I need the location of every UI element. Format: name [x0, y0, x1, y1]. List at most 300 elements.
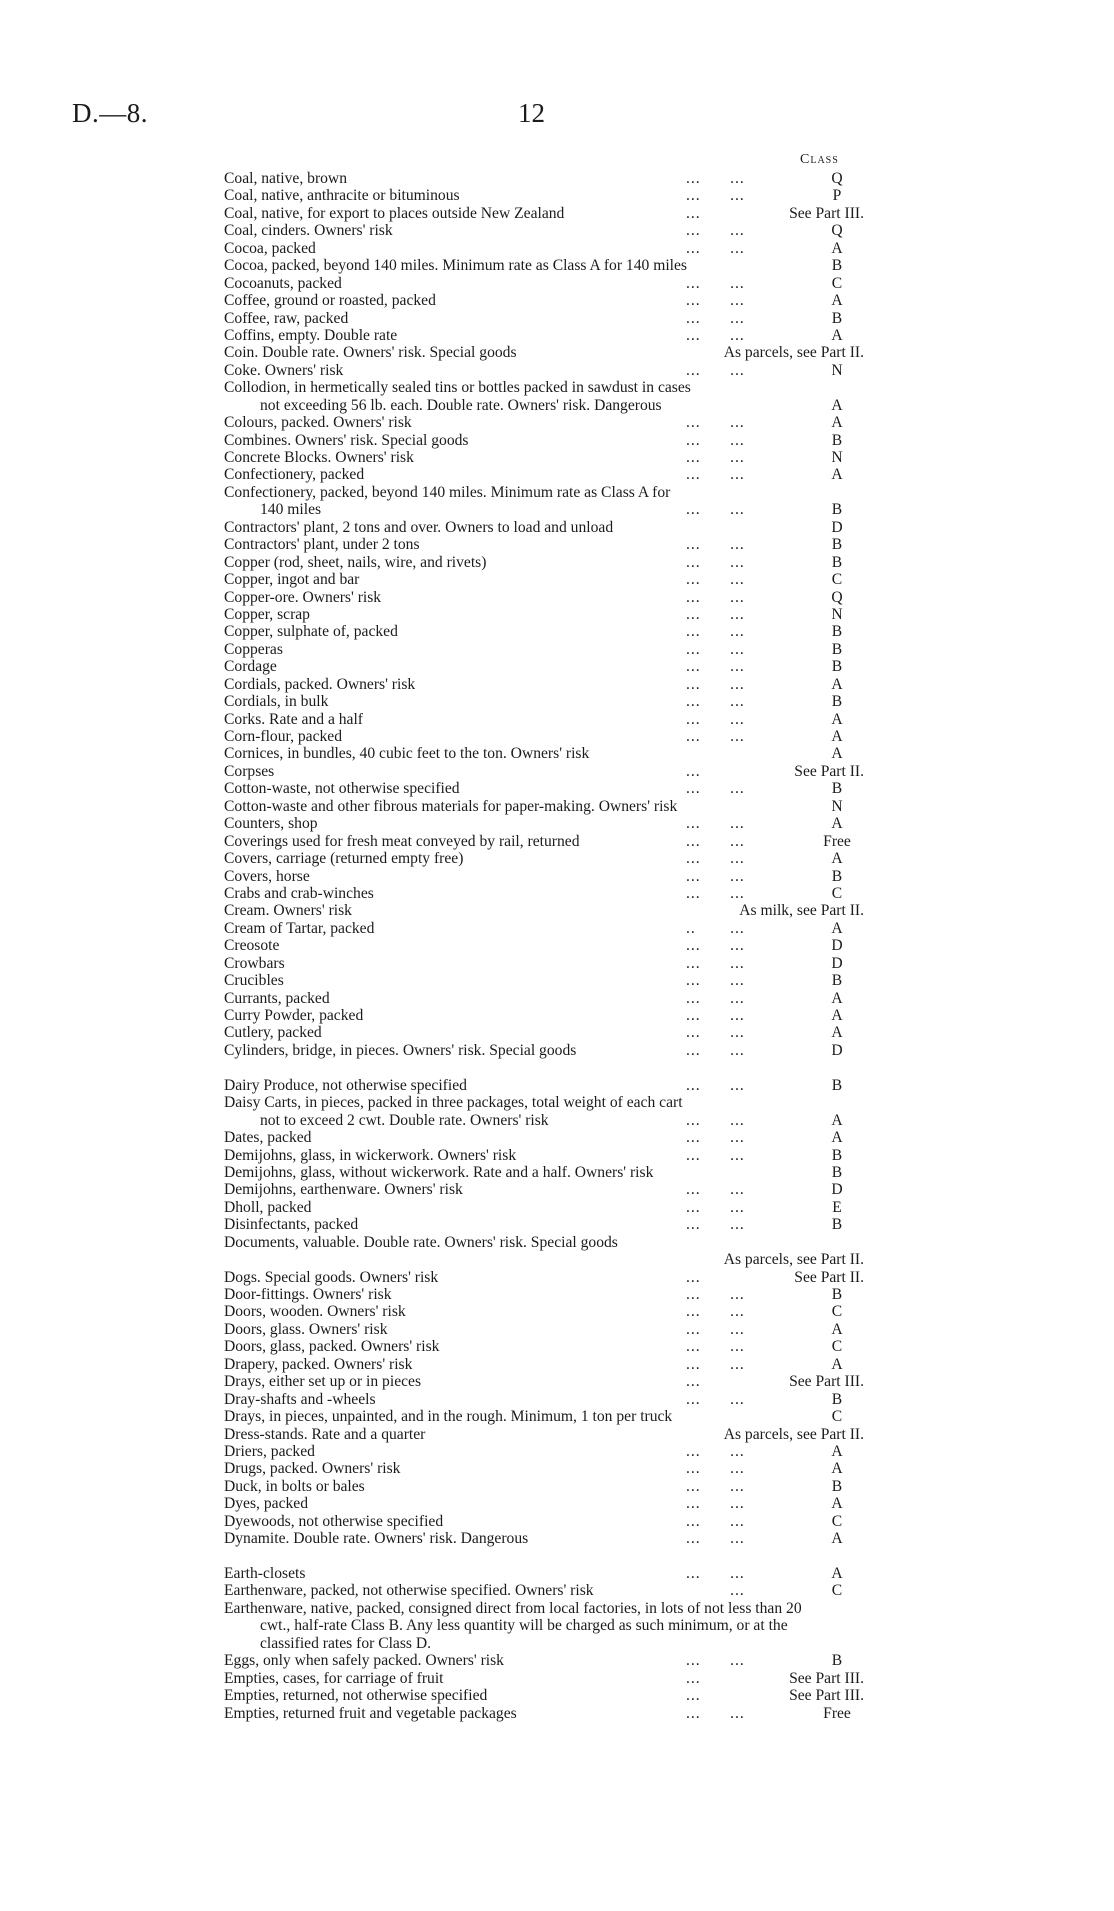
- class-column-heading: Class: [800, 152, 839, 167]
- item-description: Dogs. Special goods. Owners' risk: [224, 1268, 439, 1286]
- page-ref: D.—8.: [72, 98, 148, 128]
- list-item: [224, 868, 864, 885]
- item-description: Crabs and crab-winches: [224, 884, 374, 902]
- item-class: A: [831, 239, 843, 257]
- list-item: [224, 1129, 864, 1146]
- list-item: [224, 658, 864, 675]
- list-item: [224, 222, 864, 239]
- item-description: Cylinders, bridge, in pieces. Owners' risk. Special goods: [224, 1041, 577, 1059]
- list-item: [224, 1042, 864, 1059]
- item-description: Copper-ore. Owners' risk: [224, 588, 382, 606]
- list-item: [224, 1147, 864, 1164]
- list-item: [224, 1582, 864, 1599]
- item-description: Corpses: [224, 762, 275, 780]
- list-item: [224, 170, 864, 187]
- item-description: Copperas: [224, 640, 283, 658]
- item-class: A: [831, 292, 843, 310]
- list-item: [224, 1373, 864, 1390]
- leader-dots: ... ...: [686, 466, 745, 484]
- item-class: Free: [823, 832, 851, 850]
- item-description: Curry Powder, packed: [224, 1007, 364, 1024]
- leader-dots: ... ...: [686, 1320, 745, 1338]
- leader-dots: ... ...: [686, 1286, 745, 1303]
- item-description: Coverings used for fresh meat conveyed by rail, returned: [224, 832, 580, 850]
- item-description: Confectionery, packed: [224, 466, 365, 484]
- item-description: Demijohns, earthenware. Owners' risk: [224, 1181, 463, 1199]
- item-class: B: [831, 1146, 843, 1164]
- leader-dots: ... ...: [686, 1181, 745, 1199]
- item-class: B: [831, 257, 843, 275]
- leader-dots: ... ...: [686, 1442, 745, 1460]
- list-item: [224, 205, 864, 222]
- item-description: Duck, in bolts or bales: [224, 1477, 365, 1495]
- leader-dots: ... ...: [686, 449, 745, 466]
- leader-dots: ... ...: [686, 187, 745, 205]
- leader-dots: ... ...: [686, 972, 745, 990]
- item-description: Doors, wooden. Owners' risk: [224, 1303, 406, 1321]
- leader-dots: ... ...: [686, 1076, 745, 1094]
- list-item: [224, 728, 864, 745]
- list-item: [224, 1356, 864, 1373]
- list-item: [224, 990, 864, 1007]
- list-item: [224, 1216, 864, 1233]
- item-class: B: [831, 1286, 843, 1303]
- item-description: Dray-shafts and -wheels: [224, 1390, 376, 1408]
- item-class: C: [831, 274, 843, 292]
- leader-dots: ...: [686, 762, 701, 780]
- leader-dots: ...: [686, 1582, 745, 1600]
- leader-dots: ... ...: [686, 675, 745, 693]
- leader-dots: ...: [686, 1268, 701, 1286]
- item-description: Cutlery, packed: [224, 1024, 322, 1042]
- item-description: Copper, ingot and bar: [224, 571, 360, 589]
- item-class: B: [831, 431, 843, 449]
- item-class: B: [831, 1216, 843, 1234]
- item-description: Concrete Blocks. Owners' risk: [224, 449, 414, 466]
- item-class: C: [831, 1582, 843, 1600]
- item-description: Colours, packed. Owners' risk: [224, 414, 412, 432]
- leader-dots: ... ...: [686, 1303, 745, 1321]
- item-class: A: [831, 1355, 843, 1373]
- list-item: [224, 484, 864, 501]
- list-item: [224, 1391, 864, 1408]
- item-class: A: [831, 710, 843, 728]
- item-description: Cream of Tartar, packed: [224, 919, 375, 937]
- item-description: Empties, returned fruit and vegetable packages: [224, 1704, 517, 1722]
- item-class: Free: [823, 1704, 851, 1722]
- list-item: [224, 1024, 864, 1041]
- leader-dots: ... ...: [686, 710, 745, 728]
- item-description: Coal, cinders. Owners' risk: [224, 222, 393, 240]
- item-description: Demijohns, glass, without wickerwork. Rate and a half. Owners' risk: [224, 1163, 654, 1181]
- item-description: Contractors' plant, 2 tons and over. Owners to load and unload: [224, 518, 614, 536]
- list-item: [224, 1460, 864, 1477]
- item-class: D: [831, 1041, 843, 1059]
- list-item: [224, 763, 864, 780]
- list-item: [224, 745, 864, 762]
- item-class: See Part III.: [789, 1669, 864, 1687]
- item-class: B: [831, 1477, 843, 1495]
- list-item: [224, 449, 864, 466]
- list-item: [224, 466, 864, 483]
- item-class: A: [831, 1129, 843, 1147]
- list-item: [224, 1705, 864, 1722]
- list-item: [224, 1426, 864, 1443]
- leader-dots: ... ...: [686, 658, 745, 676]
- list-item: [224, 1303, 864, 1320]
- leader-dots: ... ...: [686, 867, 745, 885]
- list-item: [224, 937, 864, 954]
- item-class: A: [831, 1460, 843, 1478]
- item-class: B: [831, 1390, 843, 1408]
- list-item: [224, 1513, 864, 1530]
- leader-dots: ... ...: [686, 1007, 745, 1024]
- list-item: [224, 1530, 864, 1547]
- list-item: [224, 1652, 864, 1669]
- list-item: [224, 327, 864, 344]
- item-description: Collodion, in hermetically sealed tins or bottles packed in sawdust in cases: [224, 379, 691, 397]
- list-item: [224, 850, 864, 867]
- item-class: A: [831, 414, 843, 432]
- item-class: C: [831, 1303, 843, 1321]
- item-class: C: [831, 884, 843, 902]
- leader-dots: ... ...: [686, 623, 745, 641]
- item-class: A: [831, 675, 843, 693]
- item-description: Door-fittings. Owners' risk: [224, 1286, 392, 1303]
- item-description: Daisy Carts, in pieces, packed in three packages, total weight of each cart: [224, 1094, 683, 1112]
- list-item: [224, 1181, 864, 1198]
- list-item: [224, 344, 864, 361]
- list-item: [224, 1408, 864, 1425]
- page-number: 12: [518, 98, 545, 128]
- leader-dots: ... ...: [686, 326, 745, 344]
- item-description: Empties, returned, not otherwise specified: [224, 1687, 488, 1705]
- list-item: [224, 623, 864, 640]
- list-item: [224, 902, 864, 919]
- item-description: Cream. Owners' risk: [224, 902, 352, 920]
- item-description: Earthenware, native, packed, consigned direct from local factories, in lots of not less than 20 cwt., half-rate Class B. Any less quantity will be charged as such minimum, or at the classified rates for Class D.: [224, 1599, 802, 1652]
- leader-dots: ... ...: [686, 1111, 745, 1129]
- leader-dots: ... ...: [686, 414, 745, 432]
- leader-dots: ... ...: [686, 1129, 745, 1147]
- item-class: Q: [831, 170, 843, 187]
- item-description: Drugs, packed. Owners' risk: [224, 1460, 401, 1478]
- list-item: [224, 501, 864, 518]
- leader-dots: ... ...: [686, 309, 745, 327]
- leader-dots: ... ...: [686, 989, 745, 1007]
- item-class: A: [831, 466, 843, 484]
- item-description: Copper, sulphate of, packed: [224, 623, 398, 641]
- leader-dots: ... ...: [686, 431, 745, 449]
- list-item: [224, 1251, 864, 1268]
- item-class: As parcels, see Part II.: [723, 1425, 864, 1443]
- leader-dots: ... ...: [686, 780, 745, 798]
- item-class: N: [831, 449, 843, 466]
- item-description: Earth-closets: [224, 1565, 306, 1582]
- leader-dots: ... ...: [686, 1041, 745, 1059]
- list-item: [224, 1338, 864, 1355]
- item-class: N: [831, 361, 843, 379]
- list-item: [224, 571, 864, 588]
- item-class: A: [831, 919, 843, 937]
- item-class: B: [831, 867, 843, 885]
- item-class: A: [831, 1530, 843, 1548]
- list-item: [224, 780, 864, 797]
- item-class: A: [831, 989, 843, 1007]
- item-description: Currants, packed: [224, 989, 330, 1007]
- item-description: Drays, either set up or in pieces: [224, 1373, 422, 1391]
- item-description: Coal, native, for export to places outside New Zealand: [224, 204, 565, 222]
- item-class: D: [831, 518, 843, 536]
- item-description: Disinfectants, packed: [224, 1216, 359, 1234]
- item-class: As milk, see Part II.: [739, 902, 864, 920]
- item-class: B: [831, 536, 843, 554]
- leader-dots: ... ...: [686, 170, 745, 187]
- item-description: Cordage: [224, 658, 277, 676]
- item-class: See Part II.: [794, 762, 864, 780]
- leader-dots: ... ...: [686, 1477, 745, 1495]
- leader-dots: ... ...: [686, 1355, 745, 1373]
- item-class: See Part III.: [789, 204, 864, 222]
- item-class: A: [831, 396, 843, 414]
- leader-dots: ... ...: [686, 553, 745, 571]
- leader-dots: ... ...: [686, 239, 745, 257]
- leader-dots: ... ...: [686, 292, 745, 310]
- leader-dots: ... ...: [686, 937, 745, 955]
- leader-dots: ... ...: [686, 1198, 745, 1216]
- item-class: A: [831, 1320, 843, 1338]
- list-item: [224, 292, 864, 309]
- list-item: [224, 833, 864, 850]
- list-item: [224, 1565, 864, 1582]
- list-item: [224, 920, 864, 937]
- item-class: A: [831, 745, 843, 763]
- list-item: [224, 1094, 864, 1111]
- item-description: 140 miles: [260, 501, 322, 519]
- item-description: Doors, glass, packed. Owners' risk: [224, 1338, 440, 1356]
- item-description: Coin. Double rate. Owners' risk. Special goods: [224, 344, 517, 362]
- item-class: A: [831, 1495, 843, 1513]
- item-class: P: [832, 187, 842, 205]
- leader-dots: ... ...: [686, 605, 745, 623]
- item-description: Drays, in pieces, unpainted, and in the rough. Minimum, 1 ton per truck: [224, 1408, 673, 1426]
- list-item: [224, 1670, 864, 1687]
- leader-dots: ... ...: [686, 954, 745, 972]
- list-item: [224, 798, 864, 815]
- item-class: B: [831, 501, 843, 519]
- item-class: B: [831, 309, 843, 327]
- list-item: [224, 1234, 864, 1251]
- item-class: N: [831, 605, 843, 623]
- item-description: Drapery, packed. Owners' risk: [224, 1355, 413, 1373]
- leader-dots: ... ...: [686, 1216, 745, 1234]
- item-description: Earthenware, packed, not otherwise specified. Owners' risk: [224, 1582, 594, 1600]
- item-class: B: [831, 1652, 843, 1670]
- item-class: C: [831, 571, 843, 589]
- list-item: [224, 955, 864, 972]
- item-description: Confectionery, packed, beyond 140 miles. Minimum rate as Class A for: [224, 483, 671, 501]
- list-item: [224, 1443, 864, 1460]
- list-item: [224, 257, 864, 274]
- item-description: Dynamite. Double rate. Owners' risk. Dangerous: [224, 1530, 529, 1548]
- item-description: Cornices, in bundles, 40 cubic feet to the ton. Owners' risk: [224, 745, 590, 763]
- item-class: Q: [831, 222, 843, 240]
- leader-dots: ...: [686, 1373, 701, 1391]
- item-description: Crowbars: [224, 954, 285, 972]
- item-description: Cotton-waste and other fibrous materials for paper-making. Owners' risk: [224, 797, 678, 815]
- leader-dots: ...: [686, 1669, 701, 1687]
- leader-dots: ... ...: [686, 274, 745, 292]
- item-class: C: [831, 1408, 843, 1426]
- item-description: Coffee, ground or roasted, packed: [224, 292, 436, 310]
- item-description: Copper (rod, sheet, nails, wire, and rivets): [224, 553, 487, 571]
- item-class: E: [832, 1198, 842, 1216]
- list-item: [224, 414, 864, 431]
- leader-dots: ... ...: [686, 815, 745, 833]
- item-class: B: [831, 658, 843, 676]
- leader-dots: ... ...: [686, 1495, 745, 1513]
- list-item: [224, 240, 864, 257]
- list-item: [224, 275, 864, 292]
- item-class: A: [831, 815, 843, 833]
- list-item: [224, 1495, 864, 1512]
- item-class: B: [831, 1076, 843, 1094]
- item-class: A: [831, 850, 843, 868]
- item-description: Cocoa, packed: [224, 239, 316, 257]
- item-class: B: [831, 553, 843, 571]
- item-class: Q: [831, 588, 843, 606]
- item-description: Cordials, in bulk: [224, 693, 329, 711]
- list-item: [224, 1286, 864, 1303]
- item-class: C: [831, 1512, 843, 1530]
- list-item: [224, 1321, 864, 1338]
- list-item: [224, 606, 864, 623]
- leader-dots: ... ...: [686, 693, 745, 711]
- item-description: Coal, native, anthracite or bituminous: [224, 187, 460, 205]
- item-description: Dates, packed: [224, 1129, 312, 1147]
- leader-dots: ... ...: [686, 1565, 745, 1582]
- leader-dots: ... ...: [686, 1460, 745, 1478]
- item-class: See Part III.: [789, 1687, 864, 1705]
- leader-dots: ... ...: [686, 501, 745, 519]
- item-description: Dairy Produce, not otherwise specified: [224, 1076, 467, 1094]
- item-class: B: [831, 693, 843, 711]
- leader-dots: ... ...: [686, 728, 745, 745]
- item-description: Coal, native, brown: [224, 170, 347, 187]
- list-item: [224, 554, 864, 571]
- item-description: not to exceed 2 cwt. Double rate. Owners' risk: [260, 1111, 549, 1129]
- item-class: C: [831, 1338, 843, 1356]
- item-description: Counters, shop: [224, 815, 318, 833]
- item-class: A: [831, 1442, 843, 1460]
- item-class: As parcels, see Part II.: [723, 344, 864, 362]
- item-class: B: [831, 640, 843, 658]
- leader-dots: ... ...: [686, 536, 745, 554]
- goods-classification-list: [224, 170, 864, 1722]
- list-item: [224, 1164, 864, 1181]
- item-description: Cotton-waste, not otherwise specified: [224, 780, 460, 798]
- list-item: [224, 676, 864, 693]
- leader-dots: ... ...: [686, 850, 745, 868]
- item-description: Cordials, packed. Owners' risk: [224, 675, 416, 693]
- item-description: Crucibles: [224, 972, 284, 990]
- list-item: [224, 397, 864, 414]
- list-item: [224, 711, 864, 728]
- item-description: Covers, horse: [224, 867, 310, 885]
- list-item: [224, 1077, 864, 1094]
- item-description: Dyes, packed: [224, 1495, 308, 1513]
- leader-dots: ... ...: [686, 640, 745, 658]
- leader-dots: ... ...: [686, 1390, 745, 1408]
- leader-dots: ...: [686, 204, 701, 222]
- list-item: [224, 432, 864, 449]
- list-item: [224, 519, 864, 536]
- list-item: [224, 1687, 864, 1704]
- item-description: Demijohns, glass, in wickerwork. Owners' risk: [224, 1146, 517, 1164]
- list-item: [224, 1112, 864, 1129]
- item-description: Doors, glass. Owners' risk: [224, 1320, 388, 1338]
- list-item: [224, 1600, 864, 1652]
- leader-dots: ... ...: [686, 832, 745, 850]
- leader-dots: ... ...: [686, 1024, 745, 1042]
- item-class: B: [831, 623, 843, 641]
- item-class: A: [831, 1024, 843, 1042]
- item-description: Empties, cases, for carriage of fruit: [224, 1669, 444, 1687]
- item-description: Covers, carriage (returned empty free): [224, 850, 464, 868]
- item-class: D: [831, 937, 843, 955]
- item-description: Corn-flour, packed: [224, 728, 343, 745]
- list-item: [224, 641, 864, 658]
- item-description: Driers, packed: [224, 1442, 315, 1460]
- item-class: B: [831, 1163, 843, 1181]
- item-class: See Part II.: [794, 1268, 864, 1286]
- leader-dots: ... ...: [686, 588, 745, 606]
- item-description: Creosote: [224, 937, 280, 955]
- list-item: [224, 972, 864, 989]
- list-item: [224, 536, 864, 553]
- leader-dots: ... ...: [686, 1652, 745, 1670]
- item-description: not exceeding 56 lb. each. Double rate. Owners' risk. Dangerous: [260, 396, 662, 414]
- item-class: D: [831, 1181, 843, 1199]
- list-item: [224, 815, 864, 832]
- list-item: [224, 1199, 864, 1216]
- item-description: Coke. Owners' risk: [224, 361, 344, 379]
- item-description: Documents, valuable. Double rate. Owners' risk. Special goods: [224, 1233, 618, 1251]
- item-class: A: [831, 1111, 843, 1129]
- item-class: B: [831, 780, 843, 798]
- item-class: A: [831, 1007, 843, 1024]
- list-item: [224, 379, 864, 396]
- item-class: As parcels, see Part II.: [723, 1251, 864, 1269]
- item-description: Contractors' plant, under 2 tons: [224, 536, 420, 554]
- item-description: Cocoanuts, packed: [224, 274, 342, 292]
- item-description: Dyewoods, not otherwise specified: [224, 1512, 444, 1530]
- leader-dots: ...: [686, 1687, 701, 1705]
- leader-dots: ... ...: [686, 1530, 745, 1548]
- list-item: [224, 362, 864, 379]
- item-description: Eggs, only when safely packed. Owners' risk: [224, 1652, 504, 1670]
- item-description: Coffins, empty. Double rate: [224, 326, 398, 344]
- leader-dots: ... ...: [686, 222, 745, 240]
- list-item: [224, 310, 864, 327]
- item-class: D: [831, 954, 843, 972]
- item-class: A: [831, 728, 843, 745]
- item-description: Combines. Owners' risk. Special goods: [224, 431, 469, 449]
- item-description: Corks. Rate and a half: [224, 710, 364, 728]
- list-item: [224, 589, 864, 606]
- item-description: Cocoa, packed, beyond 140 miles. Minimum rate as Class A for 140 miles: [224, 257, 687, 275]
- item-class: N: [831, 797, 843, 815]
